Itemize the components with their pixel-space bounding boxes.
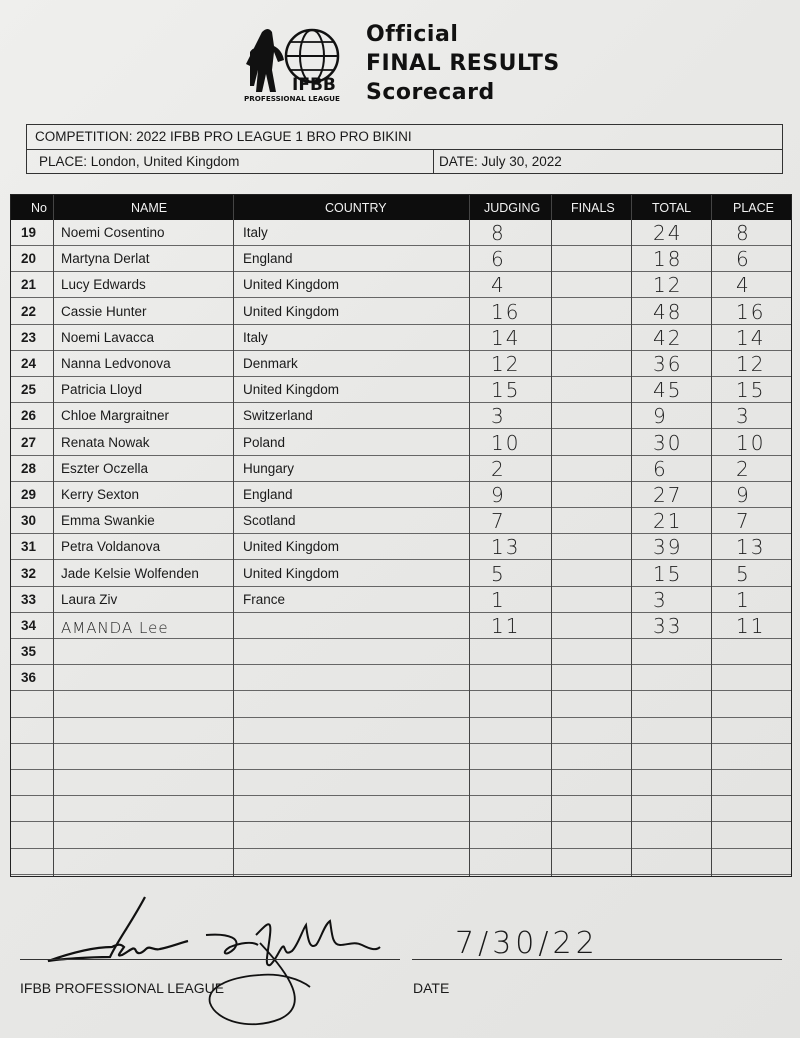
athlete-name: Renata Nowak bbox=[61, 434, 150, 450]
final-place: 8 bbox=[736, 221, 751, 245]
header-no: No bbox=[31, 201, 47, 215]
athlete-name: Martyna Derlat bbox=[61, 251, 150, 267]
logo-text: IFBB bbox=[292, 75, 336, 95]
row-number: 35 bbox=[21, 644, 37, 660]
total-score: 42 bbox=[653, 325, 683, 350]
ifbb-logo-icon bbox=[240, 22, 356, 104]
athlete-country: United Kingdom bbox=[243, 565, 340, 581]
final-place: 6 bbox=[736, 247, 751, 272]
row-number: 22 bbox=[21, 303, 37, 319]
athlete-country: Switzerland bbox=[243, 408, 313, 424]
athlete-name: Chloe Margraitner bbox=[61, 408, 170, 424]
header-place: PLACE bbox=[733, 201, 774, 215]
title-line-2: FINAL RESULTS bbox=[366, 51, 560, 76]
athlete-country: United Kingdom bbox=[243, 539, 340, 555]
handwritten-date: 7/30/22 bbox=[455, 926, 599, 961]
table-row bbox=[11, 482, 791, 508]
athlete-country: United Kingdom bbox=[243, 277, 340, 293]
table-row bbox=[11, 744, 791, 770]
header-judging: JUDGING bbox=[484, 201, 541, 215]
final-place: 16 bbox=[736, 299, 766, 324]
row-number: 19 bbox=[21, 225, 37, 240]
total-score: 36 bbox=[653, 352, 683, 376]
total-score: 18 bbox=[653, 247, 683, 272]
final-place: 14 bbox=[736, 325, 766, 350]
row-number: 28 bbox=[21, 460, 37, 476]
athlete-name: Noemi Cosentino bbox=[61, 225, 165, 240]
total-score: 15 bbox=[653, 561, 683, 586]
athlete-country: Denmark bbox=[243, 356, 298, 371]
judging-score: 3 bbox=[491, 404, 506, 429]
date-label: DATE bbox=[413, 980, 450, 996]
table-row bbox=[11, 325, 791, 351]
judging-score: 2 bbox=[491, 456, 506, 481]
results-table bbox=[10, 194, 792, 877]
total-score: 3 bbox=[653, 587, 668, 612]
row-number: 36 bbox=[21, 670, 37, 686]
judging-score: 5 bbox=[491, 561, 506, 586]
athlete-country: Italy bbox=[243, 225, 268, 240]
judging-score: 13 bbox=[491, 535, 521, 560]
row-number: 33 bbox=[21, 591, 37, 607]
table-row bbox=[11, 220, 791, 246]
total-score: 9 bbox=[653, 404, 668, 429]
judging-score: 16 bbox=[491, 299, 521, 324]
athlete-country: France bbox=[243, 591, 286, 607]
final-place: 1 bbox=[736, 587, 751, 612]
table-row bbox=[11, 849, 791, 875]
final-place: 7 bbox=[736, 509, 751, 534]
table-row bbox=[11, 770, 791, 796]
total-score: 45 bbox=[653, 378, 683, 403]
total-score: 27 bbox=[653, 483, 683, 507]
athlete-country: Poland bbox=[243, 434, 286, 450]
table-row bbox=[11, 351, 791, 377]
judging-score: 4 bbox=[491, 273, 506, 298]
athlete-country: Hungary bbox=[243, 460, 295, 476]
athlete-name: Noemi Lavacca bbox=[61, 329, 155, 345]
signature-label: IFBB PROFESSIONAL LEAGUE bbox=[20, 980, 225, 996]
signature-line bbox=[20, 959, 400, 960]
competition-field: COMPETITION: 2022 IFBB PRO LEAGUE 1 BRO PRO BIKINI bbox=[35, 129, 412, 144]
athlete-name: Lucy Edwards bbox=[61, 277, 146, 293]
row-number: 25 bbox=[21, 382, 37, 398]
total-score: 30 bbox=[653, 430, 683, 455]
judging-score: 12 bbox=[491, 352, 521, 376]
total-score: 12 bbox=[653, 273, 683, 298]
athlete-name: Cassie Hunter bbox=[61, 303, 147, 319]
judging-score: 10 bbox=[491, 430, 521, 455]
table-row bbox=[11, 613, 791, 639]
table-row bbox=[11, 430, 791, 456]
judging-score: 6 bbox=[491, 247, 506, 272]
header-name: NAME bbox=[131, 201, 168, 215]
table-row bbox=[11, 456, 791, 482]
judging-score: 7 bbox=[491, 509, 506, 534]
final-place: 10 bbox=[736, 430, 766, 455]
row-number: 24 bbox=[21, 356, 37, 371]
table-row bbox=[11, 299, 791, 325]
final-place: 5 bbox=[736, 561, 751, 586]
final-place: 9 bbox=[736, 483, 751, 507]
header-country: COUNTRY bbox=[325, 201, 387, 215]
row-number: 27 bbox=[21, 434, 37, 450]
table-row bbox=[11, 823, 791, 849]
athlete-country: United Kingdom bbox=[243, 382, 340, 398]
table-row bbox=[11, 665, 791, 691]
table-row bbox=[11, 718, 791, 744]
table-row bbox=[11, 246, 791, 272]
row-number: 20 bbox=[21, 251, 37, 267]
athlete-name: Eszter Oczella bbox=[61, 460, 149, 476]
row-number: 26 bbox=[21, 408, 37, 424]
table-row bbox=[11, 403, 791, 429]
athlete-country: United Kingdom bbox=[243, 303, 340, 319]
final-place: 11 bbox=[736, 614, 766, 638]
row-number: 31 bbox=[21, 539, 37, 555]
table-row bbox=[11, 639, 791, 665]
judging-score: 1 bbox=[491, 587, 506, 612]
header-finals: FINALS bbox=[571, 201, 615, 215]
final-place: 3 bbox=[736, 404, 751, 429]
total-score: 39 bbox=[653, 535, 683, 560]
athlete-name: Emma Swankie bbox=[61, 513, 155, 529]
athlete-name: Petra Voldanova bbox=[61, 539, 161, 555]
final-place: 12 bbox=[736, 352, 766, 376]
table-row bbox=[11, 561, 791, 587]
scorecard-title bbox=[366, 20, 560, 107]
row-number: 32 bbox=[21, 565, 37, 581]
athlete-name: Kerry Sexton bbox=[61, 487, 140, 502]
table-row bbox=[11, 377, 791, 403]
total-score: 24 bbox=[653, 221, 683, 245]
athlete-name: Nanna Ledvonova bbox=[61, 356, 171, 371]
final-place: 2 bbox=[736, 456, 751, 481]
final-place: 4 bbox=[736, 273, 751, 298]
judging-score: 14 bbox=[491, 325, 521, 350]
table-header bbox=[11, 195, 791, 220]
judging-score: 11 bbox=[491, 614, 521, 638]
final-place: 15 bbox=[736, 378, 766, 403]
signature-icon bbox=[20, 895, 400, 1035]
table-row bbox=[11, 692, 791, 718]
place-field: PLACE: London, United Kingdom bbox=[39, 154, 240, 169]
row-number: 23 bbox=[21, 329, 37, 345]
table-row bbox=[11, 796, 791, 822]
total-score: 21 bbox=[653, 509, 683, 534]
row-number: 21 bbox=[21, 277, 37, 293]
date-field: DATE: July 30, 2022 bbox=[439, 154, 562, 169]
athlete-country: England bbox=[243, 251, 293, 267]
table-row bbox=[11, 534, 791, 560]
table-row bbox=[11, 508, 791, 534]
table-row bbox=[11, 272, 791, 298]
title-line-1: Official bbox=[366, 22, 459, 47]
header-total: TOTAL bbox=[652, 201, 692, 215]
athlete-name: Jade Kelsie Wolfenden bbox=[61, 565, 199, 581]
title-line-3: Scorecard bbox=[366, 80, 495, 105]
total-score: 6 bbox=[653, 456, 668, 481]
logo-subtext: PROFESSIONAL LEAGUE bbox=[244, 94, 340, 103]
competition-info-box bbox=[26, 124, 783, 174]
judging-score: 15 bbox=[491, 378, 521, 403]
judging-score: 8 bbox=[491, 221, 506, 245]
row-number: 30 bbox=[21, 513, 37, 529]
row-number: 29 bbox=[21, 487, 37, 502]
total-score: 48 bbox=[653, 299, 683, 324]
athlete-country: Scotland bbox=[243, 513, 296, 529]
table-row bbox=[11, 587, 791, 613]
athlete-name: Patricia Lloyd bbox=[61, 382, 143, 398]
athlete-country: England bbox=[243, 487, 293, 502]
total-score: 33 bbox=[653, 614, 683, 638]
judging-score: 9 bbox=[491, 483, 506, 507]
athlete-name: AMANDA Lee bbox=[61, 619, 169, 637]
athlete-country: Italy bbox=[243, 329, 268, 345]
athlete-name: Laura Ziv bbox=[61, 591, 118, 607]
row-number: 34 bbox=[21, 618, 37, 633]
final-place: 13 bbox=[736, 535, 766, 560]
